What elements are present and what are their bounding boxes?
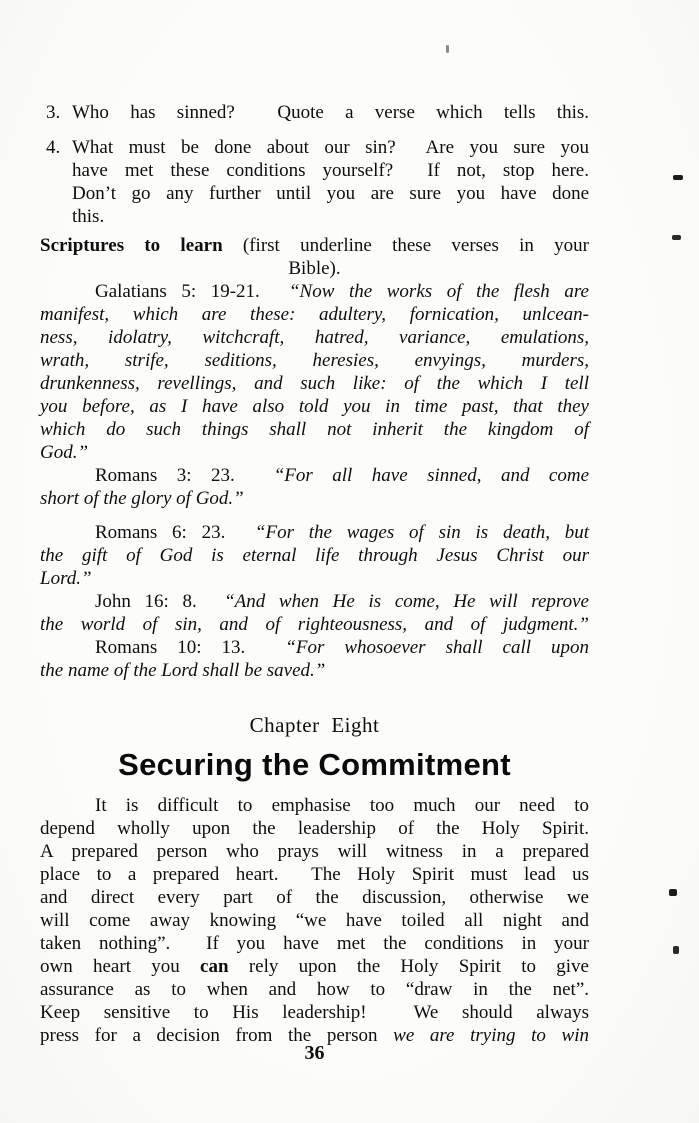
text-run: can — [200, 956, 229, 977]
text-run: It is difficult to emphasise too much our need to — [95, 795, 589, 816]
text-line — [40, 863, 589, 886]
text-run: press for a decision from the person — [40, 1025, 394, 1046]
text-line — [40, 955, 589, 978]
text-run: Galatians 5: 19-21. — [95, 281, 289, 302]
text-run: drunkenness, revellings, and such like: of the which I tell — [40, 373, 589, 394]
text-line — [40, 418, 589, 441]
text-run: manifest, which are these: adultery, fornication, unlcean- — [40, 304, 589, 325]
text-run: Romans 3: 23. — [95, 465, 274, 486]
list-body — [72, 136, 589, 228]
text-run: have met these conditions yourself? If not, stop here. — [72, 160, 589, 181]
list-body — [72, 101, 589, 124]
text-run: wrath, strife, seditions, heresies, envyings, murders, — [40, 350, 589, 371]
text-run: Don’t go any further until you are sure you have done — [72, 183, 589, 204]
text-line — [40, 280, 589, 303]
scan-speck — [673, 175, 683, 180]
text-run: and direct every part of the discussion, otherwise we — [40, 887, 589, 908]
text-run: which do such things shall not inherit the kingdom of — [40, 419, 589, 440]
text-run: short of the glory of God.” — [40, 488, 244, 509]
text-line — [40, 487, 589, 510]
text-run: ness, idolatry, witchcraft, hatred, variance, emulations, — [40, 327, 589, 348]
text-line — [40, 303, 589, 326]
text-run: assurance as to when and how to “draw in the net”. — [40, 979, 589, 1000]
text-line — [40, 932, 589, 955]
text-run: Chapter Eight — [249, 713, 380, 737]
scripture-john-16-8 — [40, 590, 589, 636]
text-line — [40, 659, 589, 682]
text-line — [40, 1001, 589, 1024]
text-run: own heart you — [40, 956, 201, 977]
text-line — [40, 978, 589, 1001]
text-line — [40, 349, 589, 372]
text-run: Who has sinned? Quote a verse which tells this. — [72, 102, 589, 123]
body-paragraph — [40, 794, 589, 1047]
text-line — [40, 613, 589, 636]
text-run: Lord.” — [40, 568, 92, 589]
text-run: place to a prepared heart. The Holy Spirit must lead us — [40, 864, 589, 885]
text-line — [72, 159, 589, 182]
text-run: will come away knowing “we have toiled all night and — [40, 910, 589, 931]
chapter-label — [40, 712, 589, 738]
text-line — [72, 182, 589, 205]
text-line — [40, 909, 589, 932]
text-run: this. — [72, 206, 105, 227]
text-line — [40, 712, 589, 738]
text-run: What must be done about our sin? Are you sure you — [72, 137, 589, 158]
scan-speck — [673, 946, 679, 954]
text-run: “For whosoever shall call upon — [285, 637, 589, 658]
text-line — [40, 257, 589, 280]
text-run: John 16: 8. — [95, 591, 225, 612]
text-line — [40, 840, 589, 863]
chapter-title — [40, 746, 589, 784]
scripture-romans-3-23 — [40, 464, 589, 510]
text-line — [40, 395, 589, 418]
scripture-romans-6-23 — [40, 521, 589, 590]
scripture-romans-10-13 — [40, 636, 589, 682]
text-line — [72, 101, 589, 124]
text-run: “Now the works of the flesh are — [288, 281, 589, 302]
scan-speck — [669, 889, 677, 896]
scriptures-heading — [40, 234, 589, 280]
text-run: Bible). — [288, 258, 341, 279]
text-run: “For the wages of sin is death, but — [254, 522, 589, 543]
list-marker: 4. — [46, 137, 61, 158]
text-line — [40, 441, 589, 464]
scan-speck — [672, 235, 681, 240]
text-line — [40, 794, 589, 817]
text-line — [40, 326, 589, 349]
page-number: 36 — [304, 1042, 325, 1064]
text-run: the gift of God is eternal life through Jesus Christ our — [40, 545, 589, 566]
text-line — [40, 817, 589, 840]
scan-speck — [446, 45, 449, 53]
text-run: A prepared person who prays will witness in a prepared — [40, 841, 589, 862]
text-run: we are trying to win — [393, 1025, 589, 1046]
text-run: God.” — [40, 442, 89, 463]
list-marker: 3. — [46, 102, 61, 123]
scripture-galatians-5-19-21 — [40, 280, 589, 464]
text-run: taken nothing”. If you have met the conditions in your — [40, 933, 589, 954]
text-run: you before, as I have also told you in time past, that they — [40, 396, 589, 417]
text-run: “For all have sinned, and come — [273, 465, 589, 486]
text-run: Romans 6: 23. — [95, 522, 255, 543]
text-line — [40, 886, 589, 909]
text-line — [72, 136, 589, 159]
text-line — [40, 234, 589, 257]
text-run: depend wholly upon the leadership of the Holy Spirit. — [40, 818, 589, 839]
text-line — [40, 636, 589, 659]
question-item-4 — [40, 136, 589, 228]
text-run: (first underline these verses in your — [222, 235, 589, 256]
text-run: rely upon the Holy Spirit to give — [228, 956, 589, 977]
text-line — [40, 521, 589, 544]
text-run: the name of the Lord shall be saved.” — [40, 660, 326, 681]
text-run: Scriptures to learn — [40, 235, 223, 256]
text-line — [40, 567, 589, 590]
text-line — [40, 746, 589, 784]
question-item-3 — [40, 101, 589, 124]
text-line — [40, 372, 589, 395]
text-line — [40, 544, 589, 567]
text-column — [40, 101, 589, 1047]
text-run: Securing the Commitment — [118, 747, 511, 782]
text-run: the world of sin, and of righteousness, and of judgment.” — [40, 614, 589, 635]
text-run: Romans 10: 13. — [95, 637, 286, 658]
text-run: “And when He is come, He will reprove — [224, 591, 589, 612]
text-line — [72, 205, 589, 228]
text-line — [40, 464, 589, 487]
text-line — [40, 590, 589, 613]
text-run: Keep sensitive to His leadership! We should always — [40, 1002, 589, 1023]
